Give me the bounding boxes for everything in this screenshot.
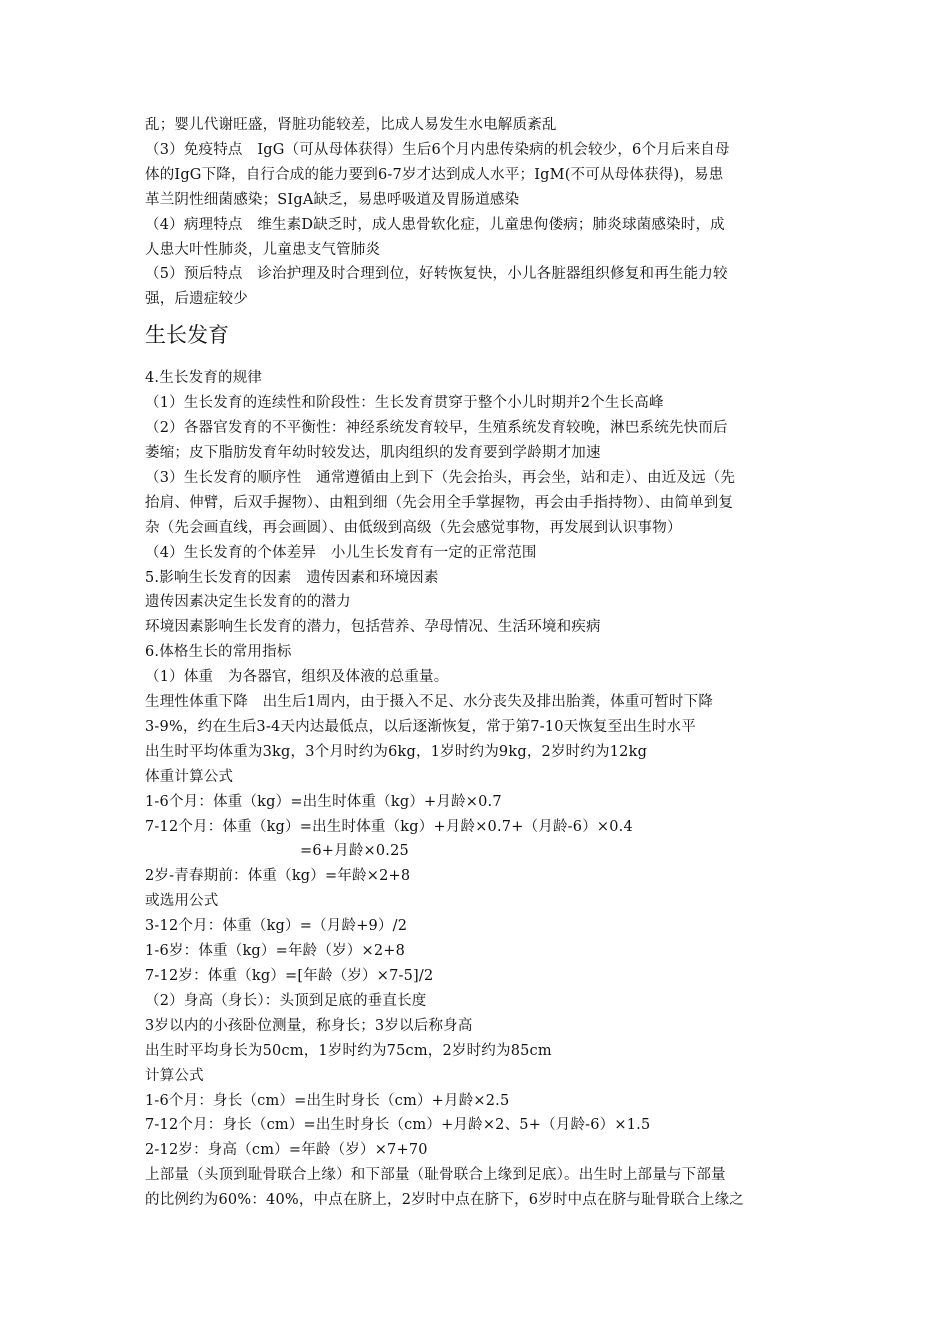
text-line: （2）各器官发育的不平衡性：神经系统发育较早，生殖系统发育较晚，淋巴系统先快而后	[145, 420, 728, 437]
text-line: （1）生长发育的连续性和阶段性：生长发育贯穿于整个小儿时期并2个生长高峰	[145, 395, 664, 412]
text-line: 生理性体重下降 出生后1周内，由于摄入不足、水分丧失及排出胎粪，体重可暂时下降	[145, 694, 714, 711]
text-line: 3岁以内的小孩卧位测量，称身长；3岁以后称身高	[145, 1017, 473, 1034]
text-line: （3）生长发育的顺序性 通常遵循由上到下（先会抬头，再会坐，站和走）、由近及远（先	[145, 469, 736, 486]
text-line: 1-6个月：体重（kg）=出生时体重（kg）+月龄×0.7	[145, 793, 502, 810]
text-line: 体重计算公式	[145, 768, 234, 785]
text-line: 计算公式	[145, 1067, 204, 1084]
text-line: 或选用公式	[145, 893, 219, 910]
text-line: （2）身高（身长）：头顶到足底的垂直长度	[145, 992, 427, 1009]
text-line: 环境因素影响生长发育的潜力，包括营养、孕母情况、生活环境和疾病	[145, 619, 601, 636]
text-line: 2-12岁：身高（cm）=年龄（岁）×7+70	[145, 1142, 428, 1159]
text-line: 3-12个月：体重（kg）=（月龄+9）/2	[145, 918, 408, 935]
text-line: （5）预后特点 诊治护理及时合理到位，好转恢复快，小儿各脏器组织修复和再生能力较	[145, 266, 728, 283]
text-line: 遗传因素决定生长发育的的潜力	[145, 594, 351, 611]
text-line: 乱；婴儿代谢旺盛，肾脏功能较差，比成人易发生水电解质紊乱	[145, 117, 557, 133]
text-line: 抬肩、伸臂，后双手握物）、由粗到细（先会用全手掌握物，再会由手指持物）、由简单到复	[145, 494, 734, 511]
text-line: 出生时平均身长为50cm，1岁时约为75cm，2岁时约为85cm	[145, 1042, 552, 1059]
body-paragraphs	[145, 366, 810, 839]
text-line: 1-6个月：身长（cm）=出生时身长（cm）+月龄×2.5	[145, 1092, 510, 1109]
text-line: （3）免疫特点 IgG（可从母体获得）生后6个月内患传染病的机会较少，6个月后来自母	[145, 141, 730, 158]
text-line: （4）生长发育的个体差异 小儿生长发育有一定的正常范围	[145, 544, 537, 561]
text-line: 4.生长发育的规律	[145, 370, 263, 387]
text-line: 6.体格生长的常用指标	[145, 644, 292, 661]
text-line: 杂（先会画直线，再会画圆）、由低级到高级（先会感觉事物，再发展到认识事物）	[145, 519, 682, 536]
text-line: 革兰阴性细菌感染；SIgA缺乏，易患呼吸道及胃肠道感染	[145, 191, 520, 208]
text-line: 上部量（头顶到耻骨联合上缘）和下部量（耻骨联合上缘到足底）。出生时上部量与下部量	[145, 1167, 726, 1184]
text-line: 7-12岁：体重（kg）=[年龄（岁）×7-5]/2	[145, 968, 434, 984]
top-paragraphs	[145, 113, 810, 312]
document-page	[145, 113, 810, 1213]
text-line: 7-12个月：体重（kg）=出生时体重（kg）+月龄×0.7+（月龄-6）×0.4	[145, 818, 633, 835]
text-line: 5.影响生长发育的因素 遗传因素和环境因素	[145, 569, 439, 586]
text-line: 体的IgG下降，自行合成的能力要到6-7岁才达到成人水平；IgM(不可从母体获得)，易患	[145, 166, 724, 183]
text-line: （4）病理特点 维生素D缺乏时，成人患骨软化症，儿童患佝偻病；肺炎球菌感染时，成	[145, 216, 725, 233]
text-line: 7-12个月：身长（cm）=出生时身长（cm）+月龄×2、5+（月龄-6）×1.5	[145, 1117, 651, 1134]
text-line: 萎缩；皮下脂肪发育年幼时较发达，肌肉组织的发育要到学龄期才加速	[145, 444, 601, 461]
text-line: 的比例约为60%：40%，中点在脐上，2岁时中点在脐下，6岁时中点在脐与耻骨联合上缘之	[145, 1192, 745, 1209]
text-line: （1）体重 为各器官，组织及体液的总重量。	[145, 669, 449, 686]
body-paragraphs-2	[145, 864, 810, 1213]
text-line: 出生时平均体重为3kg，3个月时约为6kg，1岁时约为9kg，2岁时约为12kg	[145, 743, 648, 760]
text-line: 人患大叶性肺炎，儿童患支气管肺炎	[145, 241, 381, 258]
text-line: 强，后遗症较少	[145, 291, 248, 308]
text-line: 3-9%，约在生后3-4天内达最低点，以后逐渐恢复，常于第7-10天恢复至出生时水平	[145, 718, 696, 735]
text-line: 1-6岁：体重（kg）=年龄（岁）×2+8	[145, 943, 406, 960]
formula-continuation-line: =6+月龄×0.25	[300, 843, 409, 860]
text-line: 2岁-青春期前：体重（kg）=年龄×2+8	[145, 868, 411, 885]
section-heading: 生长发育	[145, 323, 229, 348]
